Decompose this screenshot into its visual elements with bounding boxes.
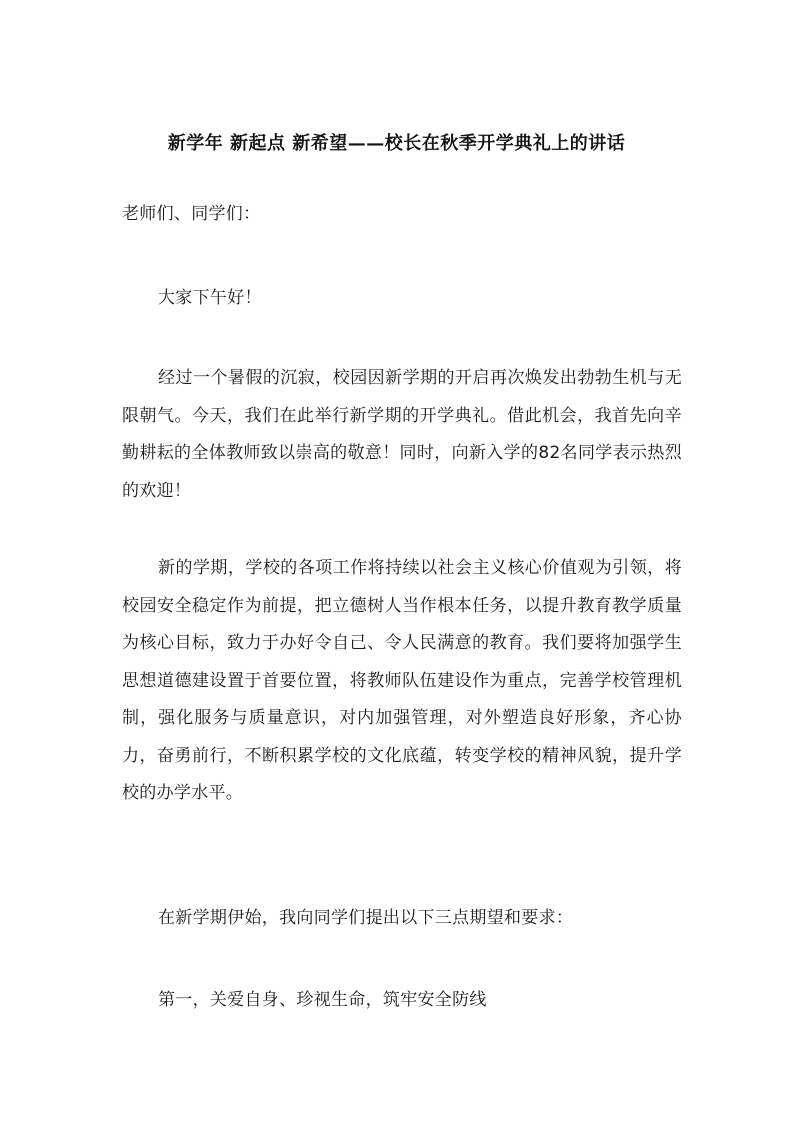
salutation: 老师们、同学们： xyxy=(122,204,261,224)
paragraph-school-goals: 新的学期，学校的各项工作将持续以社会主义核心价值观为引领，将校园安全稳定作为前提，把立德树人当作根本任务，以提升教育教学质量为核心目标，致力于办好令自己、令人民满意的教育。我们要将加强学生思想道德建设置于首要位置，将教师队伍建设作为重点，完善学校管理机制，强化服务与质量意识，对内加强管理，对外塑造良好形象，齐心协力，奋勇前行，不断积累学校的文化底蕴，转变学校的精神风貌，提升学校的办学水平。 xyxy=(122,558,682,803)
document-title: 新学年 新起点 新希望——校长在秋季开学典礼上的讲话 xyxy=(167,133,626,154)
paragraph-opening: 经过一个暑假的沉寂，校园因新学期的开启再次焕发出勃勃生机与无限朝气。今天，我们在此举行新学期的开学典礼。借此机会，我首先向辛勤耕耘的全体教师致以崇高的敬意！同时，向新入学的82名同学表示热烈的欢迎！ xyxy=(122,368,682,501)
paragraph-first-point: 第一，关爱自身、珍视生命，筑牢安全防线 xyxy=(158,990,487,1010)
paragraph-expectations-intro: 在新学期伊始，我向同学们提出以下三点期望和要求： xyxy=(158,908,574,928)
greeting-paragraph: 大家下午好！ xyxy=(158,288,262,308)
